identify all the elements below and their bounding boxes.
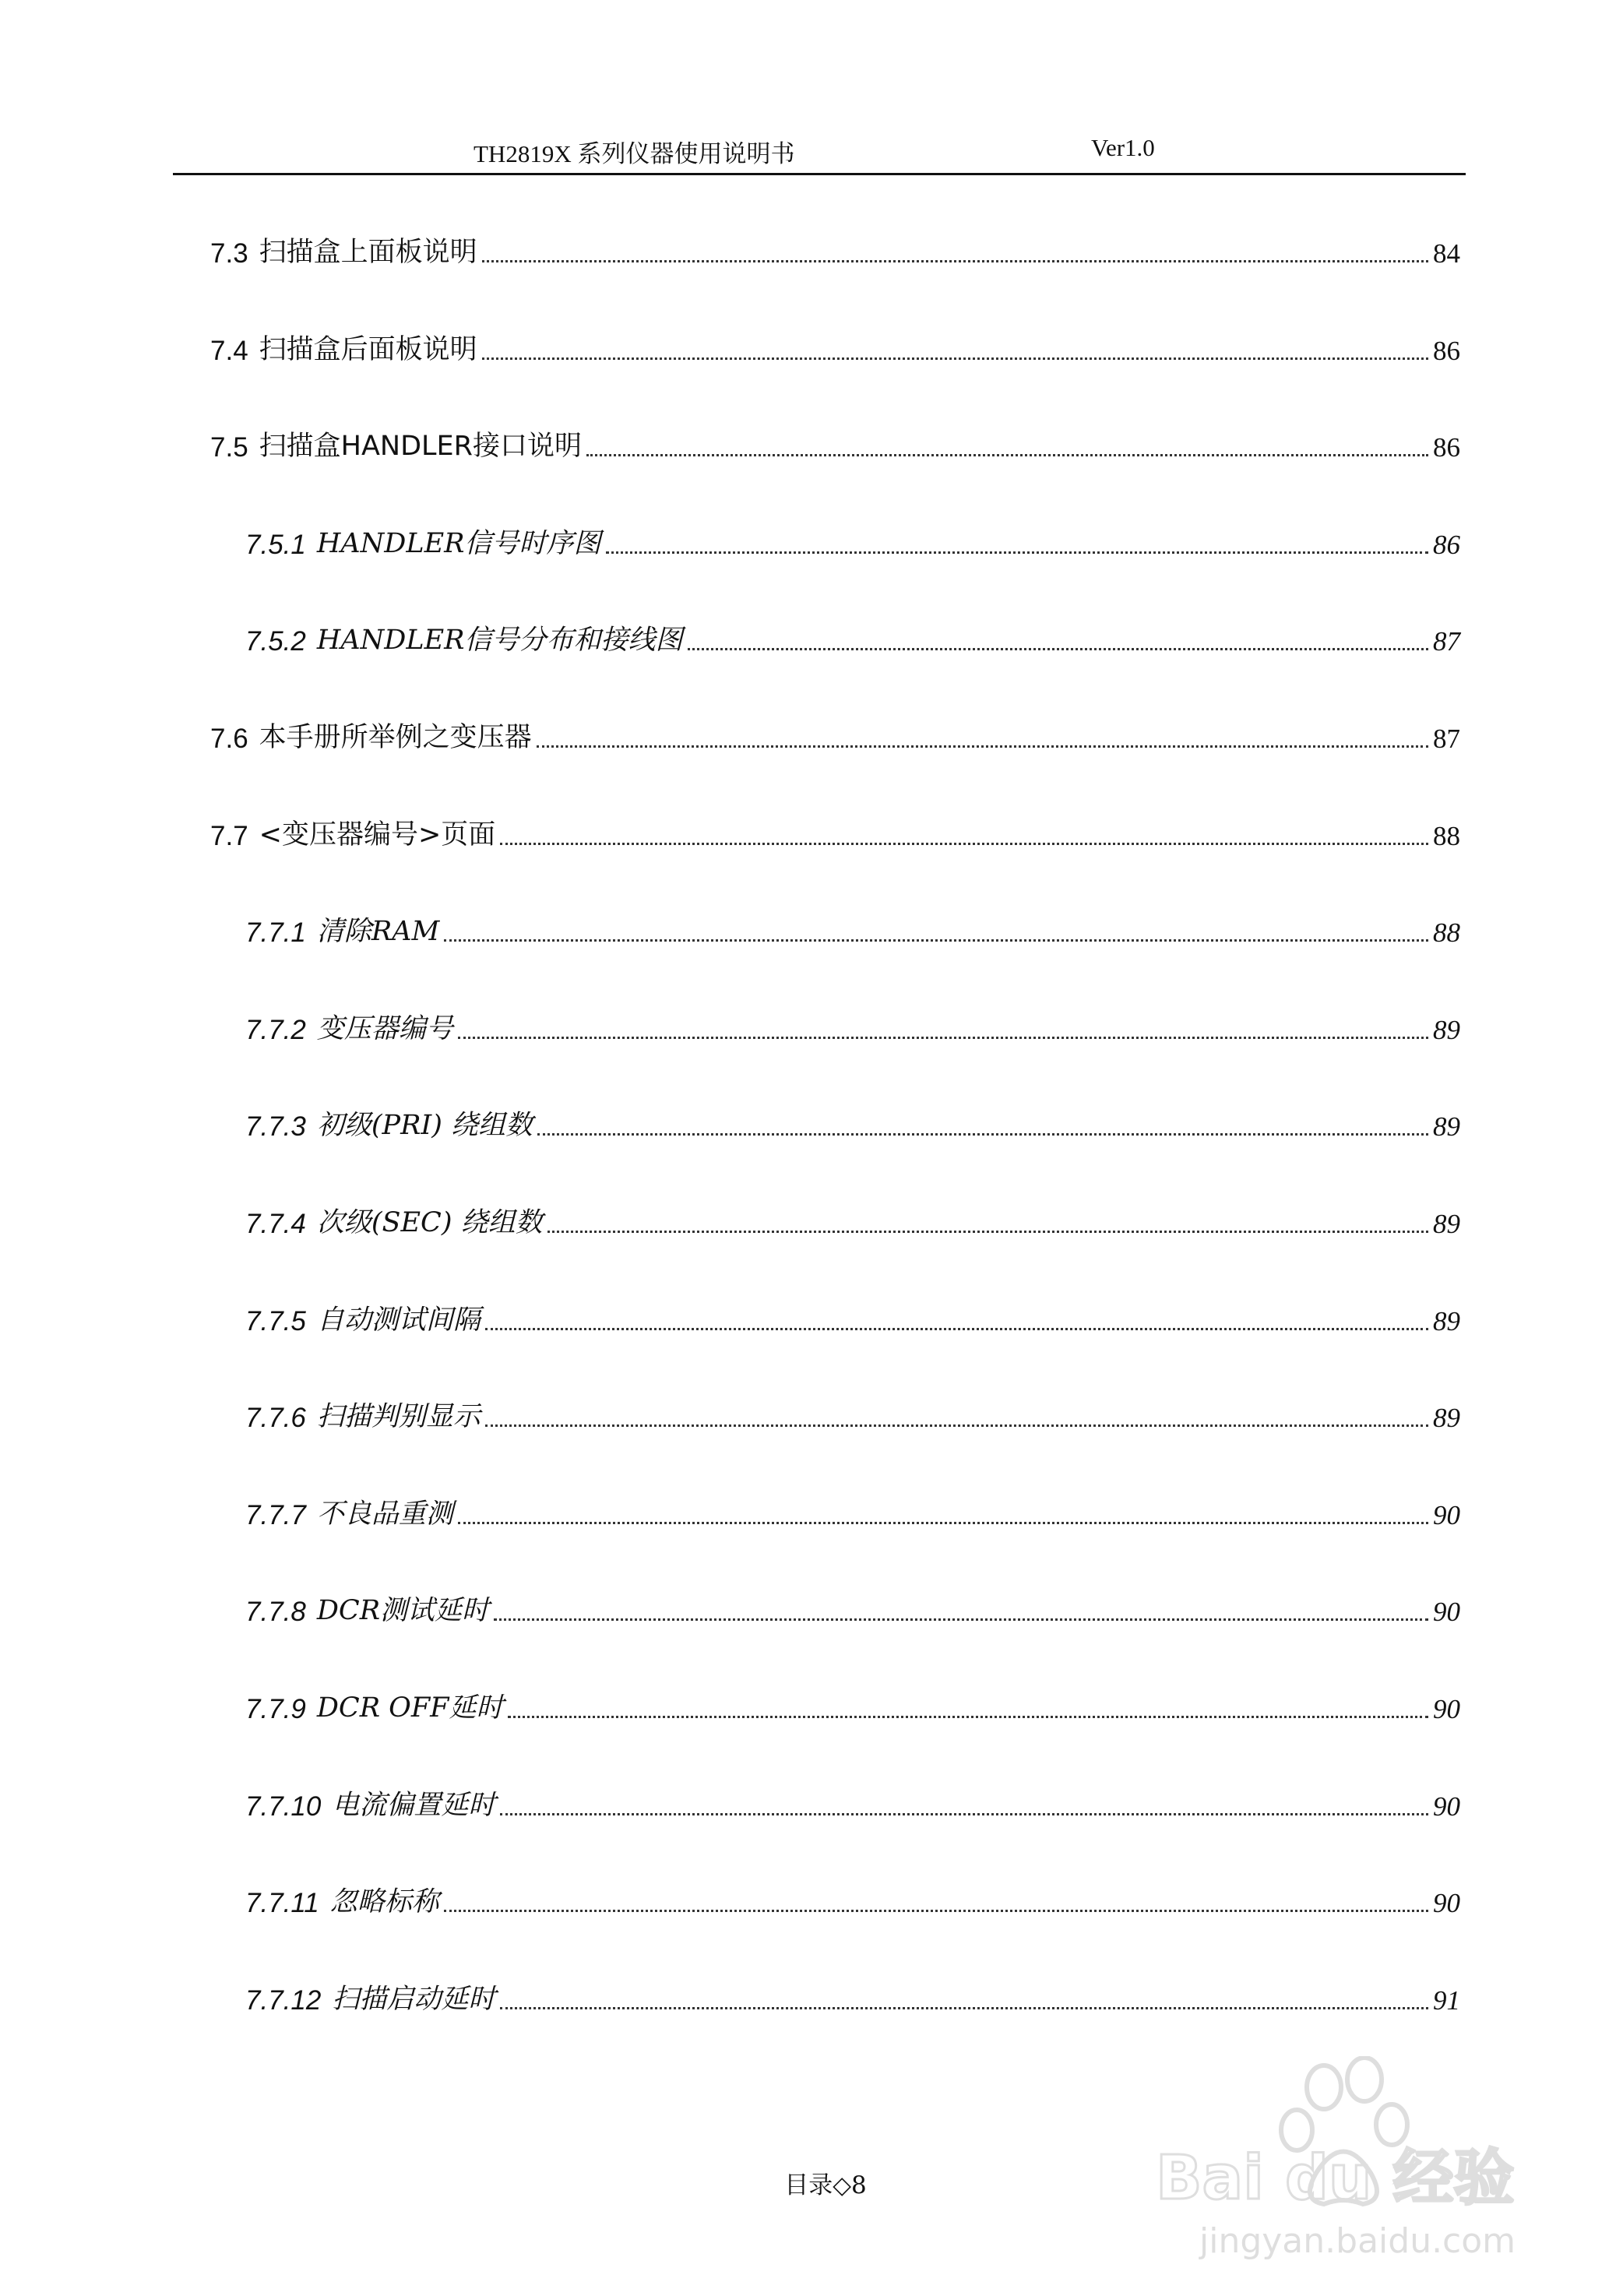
toc-entry-number: 7.7.1 — [245, 917, 306, 948]
toc-entry-page: 90 — [1433, 1500, 1460, 1530]
toc-entry-number: 7.6 — [210, 724, 248, 754]
toc-entry-number: 7.3 — [210, 238, 248, 269]
toc-dot-leader — [547, 1231, 1428, 1233]
toc-entry-page: 87 — [1433, 724, 1460, 754]
toc-entry-page: 89 — [1433, 1015, 1460, 1045]
toc-entry-title: 忽略标称 — [329, 1886, 439, 1917]
toc-entry-page: 91 — [1433, 1985, 1460, 2016]
toc-entry-title: DCR测试延时 — [316, 1595, 490, 1626]
toc-dot-leader — [500, 1813, 1428, 1815]
toc-entry-page: 89 — [1433, 1111, 1460, 1142]
toc-entry-page: 90 — [1433, 1888, 1460, 1918]
toc-entry-number: 7.7.2 — [245, 1015, 306, 1045]
toc-dot-leader — [500, 2007, 1428, 2009]
toc-entry-number: 7.7.3 — [245, 1111, 306, 1142]
toc-entry[interactable] — [210, 417, 1460, 463]
toc-entry-number: 7.4 — [210, 336, 248, 366]
toc-entry[interactable] — [245, 999, 1460, 1046]
toc-entry[interactable] — [210, 805, 1460, 852]
toc-entry[interactable] — [245, 1970, 1460, 2016]
toc-entry-number: 7.5.1 — [245, 530, 306, 560]
toc-entry-title: <变压器编号>页面 — [259, 819, 496, 850]
toc-entry[interactable] — [245, 1193, 1460, 1240]
toc-entry-page: 89 — [1433, 1306, 1460, 1336]
toc-entry-page: 89 — [1433, 1209, 1460, 1239]
toc-entry-title: 清除RAM — [316, 916, 440, 947]
toc-entry[interactable] — [245, 1678, 1460, 1725]
toc-entry-page: 90 — [1433, 1597, 1460, 1627]
toc-entry[interactable] — [245, 1872, 1460, 1919]
watermark-brand: Bai du 经验 — [1156, 2143, 1515, 2213]
toc-entry-number: 7.7.6 — [245, 1403, 306, 1433]
toc-entry[interactable] — [245, 1581, 1460, 1628]
toc-entry-title: 不良品重测 — [316, 1498, 453, 1530]
toc-entry-number: 7.7.4 — [245, 1209, 306, 1239]
toc-entry-page: 88 — [1433, 917, 1460, 948]
toc-entry[interactable] — [245, 1484, 1460, 1531]
toc-entry-page: 86 — [1433, 336, 1460, 366]
toc-dot-leader — [688, 648, 1429, 650]
toc-entry-title: 扫描盒后面板说明 — [259, 334, 477, 365]
document-version: Ver1.0 — [1091, 134, 1155, 161]
toc-dot-leader — [485, 1328, 1428, 1330]
toc-dot-leader — [586, 454, 1428, 456]
toc-entry[interactable] — [245, 1776, 1460, 1822]
toc-dot-leader — [458, 1522, 1428, 1524]
toc-entry-title: 次级(SEC) 绕组数 — [316, 1207, 543, 1238]
toc-entry-title: 电流偏置延时 — [332, 1790, 496, 1821]
toc-dot-leader — [606, 551, 1429, 554]
toc-entry-title: 扫描盒HANDLER接口说明 — [259, 431, 582, 462]
toc-entry-number: 7.7.9 — [245, 1694, 306, 1724]
toc-entry-number: 7.7.12 — [245, 1985, 322, 2016]
toc-entry[interactable] — [245, 1291, 1460, 1337]
toc-entry-number: 7.7.7 — [245, 1500, 306, 1530]
toc-entry-title: 扫描判别显示 — [316, 1401, 481, 1432]
toc-dot-leader — [508, 1716, 1428, 1718]
toc-dot-leader — [444, 939, 1428, 942]
toc-entry[interactable] — [245, 611, 1460, 657]
toc-entry[interactable] — [245, 1387, 1460, 1434]
toc-entry-number: 7.7.5 — [245, 1306, 306, 1336]
toc-entry-number: 7.5.2 — [245, 626, 306, 657]
toc-dot-leader — [537, 745, 1428, 748]
toc-entry-page: 86 — [1433, 530, 1460, 560]
toc-entry-title: HANDLER信号分布和接线图 — [316, 625, 683, 656]
toc-entry-page: 88 — [1433, 821, 1460, 851]
baidu-watermark — [1137, 2056, 1558, 2274]
toc-dot-leader — [494, 1618, 1428, 1621]
toc-entry[interactable] — [245, 902, 1460, 949]
toc-entry-number: 7.7 — [210, 821, 248, 851]
toc-entry-title: 变压器编号 — [316, 1013, 453, 1044]
toc-entry-title: 自动测试间隔 — [316, 1305, 481, 1336]
toc-entry[interactable] — [245, 1096, 1460, 1143]
toc-entry-title: 初级(PRI) 绕组数 — [316, 1110, 533, 1141]
toc-entry-page: 86 — [1433, 432, 1460, 463]
toc-dot-leader — [482, 260, 1428, 262]
toc-entry-title: DCR OFF延时 — [316, 1692, 504, 1724]
toc-dot-leader — [458, 1037, 1428, 1039]
toc-entry-number: 7.7.11 — [245, 1888, 319, 1918]
toc-dot-leader — [482, 357, 1428, 360]
toc-entry-title: 本手册所举例之变压器 — [259, 722, 532, 753]
toc-entry-page: 89 — [1433, 1403, 1460, 1433]
toc-entry-title: 扫描盒上面板说明 — [259, 237, 477, 268]
toc-entry-number: 7.5 — [210, 432, 248, 463]
toc-entry[interactable] — [210, 708, 1460, 755]
toc-entry[interactable] — [210, 223, 1460, 269]
toc-entry-page: 90 — [1433, 1791, 1460, 1822]
watermark-url: jingyan.baidu.com — [1199, 2221, 1516, 2261]
toc-entry-number: 7.7.10 — [245, 1791, 322, 1822]
toc-dot-leader — [444, 1910, 1428, 1912]
toc-entry-title: 扫描启动延时 — [332, 1984, 496, 2015]
document-title: TH2819X 系列仪器使用说明书 — [474, 140, 795, 167]
toc-entry-title: HANDLER信号时序图 — [316, 528, 601, 559]
toc-entry-number: 7.7.8 — [245, 1597, 306, 1627]
toc-dot-leader — [500, 843, 1428, 845]
toc-entry-page: 90 — [1433, 1694, 1460, 1724]
toc-entry-page: 87 — [1433, 626, 1460, 657]
toc-entry-page: 84 — [1433, 238, 1460, 269]
toc-dot-leader — [537, 1133, 1428, 1136]
toc-dot-leader — [485, 1424, 1428, 1427]
toc-entry[interactable] — [245, 514, 1460, 561]
page-number: 目录◇8 — [784, 2171, 867, 2199]
toc-entry[interactable] — [210, 320, 1460, 367]
